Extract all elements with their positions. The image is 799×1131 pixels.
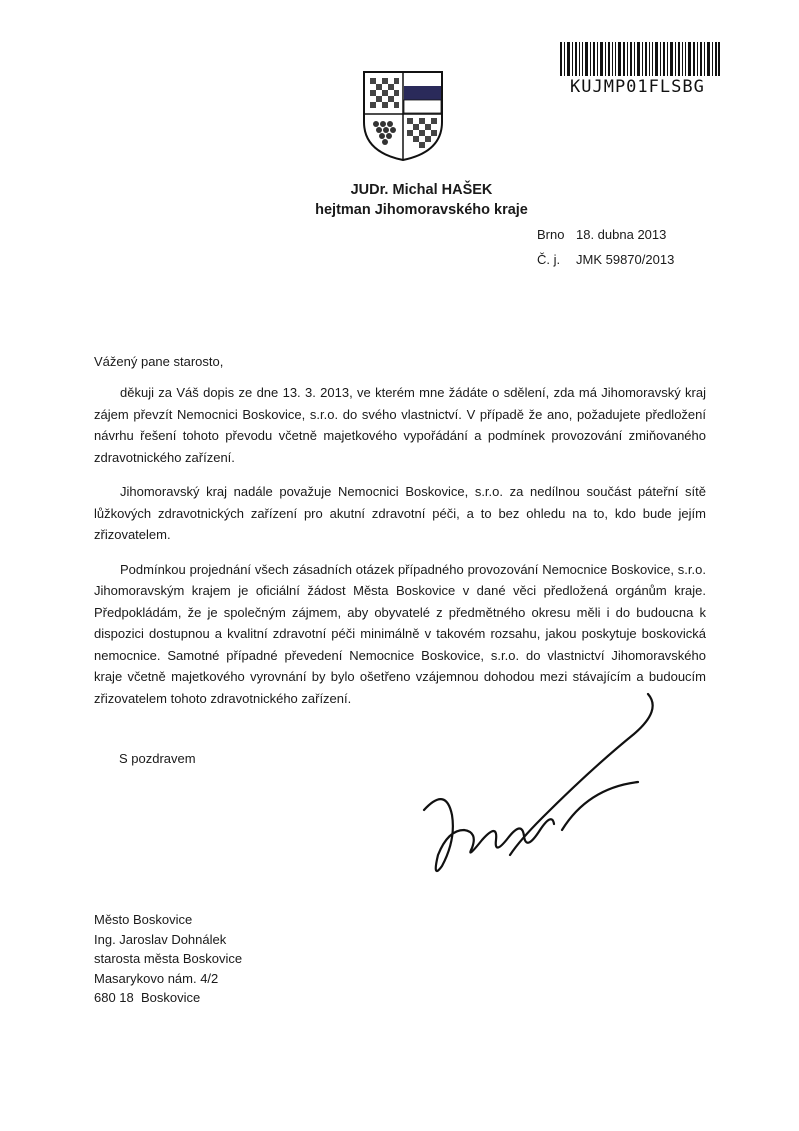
reference-label: Č. j. xyxy=(537,252,561,267)
letter-meta xyxy=(537,222,674,272)
reference-row xyxy=(537,247,674,272)
recipient-address xyxy=(94,910,242,1008)
recipient-line-2: Ing. Jaroslav Dohnálek xyxy=(94,931,227,947)
recipient-line-4: Masarykovo nám. 4/2 xyxy=(94,970,219,986)
sender-name: JUDr. Michal HAŠEK xyxy=(350,182,493,198)
recipient-line-3: starosta města Boskovice xyxy=(94,951,243,966)
letter-body xyxy=(94,382,706,722)
place-label: Brno xyxy=(537,227,565,242)
paragraph-1: děkuji za Váš dopis ze dne 13. 3. 2013, ve kterém mne žádáte o sdělení, zda má Jihomoravský kraj zájem převzít Nemocnici Boskovice, s.r.o. do svého vlastnictví. V případě že ano, požadujete předložení návrhu řešení tohoto převodu včetně majetkového vypořádání a podmínek provozování zmiňovaného zdravotnického zařízení. xyxy=(94,385,706,465)
sender-title: hejtman Jihomoravského kraje xyxy=(315,202,528,218)
date-row xyxy=(537,222,674,247)
barcode-code: KUJMP01FLSBG xyxy=(570,77,705,97)
sender-block xyxy=(0,180,799,220)
recipient-line-5: 680 18 Boskovice xyxy=(94,990,201,1005)
recipient-line-1: Město Boskovice xyxy=(94,912,193,927)
letter-date: 18. dubna 2013 xyxy=(576,227,667,242)
barcode-image xyxy=(560,42,720,80)
reference-number: JMK 59870/2013 xyxy=(576,252,675,267)
handwritten-signature xyxy=(412,690,672,890)
salutation: Vážený pane starosto, xyxy=(94,354,224,369)
paragraph-3: Podmínkou projednání všech zásadních otázek případného provozování Nemocnice Boskovice, s.r.o. Jihomoravským krajem je oficiální žádost Města Boskovice v dané věci předložená orgánům kraje. Předpokládám, že je společným zájmem, aby obyvatelé z předmětného okresu měli i do budoucna k dispozici dostupnou a kvalitní zdravotní péči minimálně v takovém rozsahu, jakou poskytuje boskovická nemocnice. Samotné případné převedení Nemocnice Boskovice, s.r.o. do vlastnictví Jihomoravského kraje včetně majetkového vyrovnání by bylo ošetřeno vzájemnou dohodou mezi stávajícím a budoucím zřizovatelem tohoto zdravotnického zařízení. xyxy=(94,561,706,706)
paragraph-2: Jihomoravský kraj nadále považuje Nemocnici Boskovice, s.r.o. za nedílnou součást páteřní sítě lůžkových zdravotnických zařízení pro akutní zdravotní péči, a to bez ohledu na to, kdo bude jejím zřizovatelem. xyxy=(94,484,706,542)
closing: S pozdravem xyxy=(119,751,196,766)
coat-of-arms-icon xyxy=(362,70,444,162)
